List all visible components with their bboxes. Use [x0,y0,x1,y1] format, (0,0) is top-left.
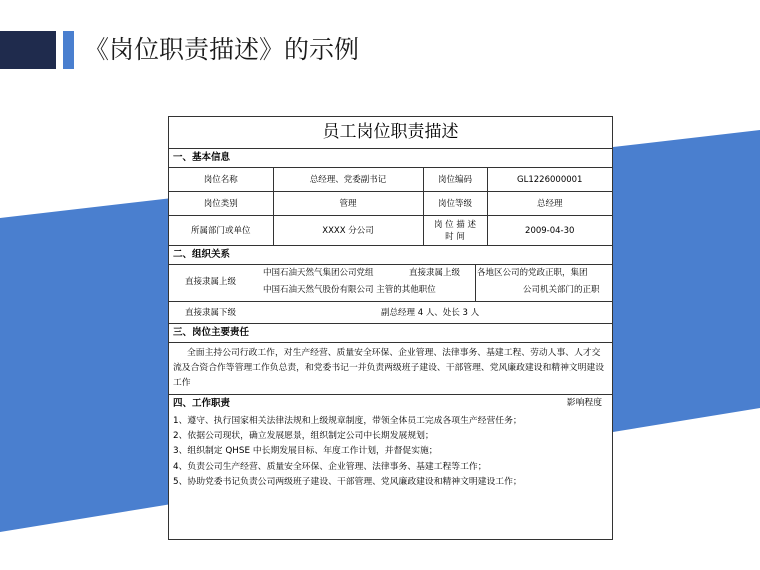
subordinate-of-text1: 各地区公司的党政正职，集团 [477,268,588,278]
table-cell: 岗 位 描 述 时 间 [423,216,487,246]
table-cell: 岗位编码 [423,168,487,192]
list-item: 3、组织制定 QHSE 中长期发展目标、年度工作计划，并督促实施； [173,446,438,457]
basic-info-table [169,168,612,246]
slide-title: 《岗位职责描述》的示例 [84,35,360,64]
section-org-heading: 二、组织关系 [169,246,612,265]
subordinate-value: 副总经理 4 人、处长 3 人 [381,308,480,318]
table-cell: 岗位类别 [169,192,273,216]
impact-label: 影响程度 [566,398,602,408]
table-row [169,192,612,216]
superior-label: 直接隶属上级 [185,277,237,287]
table-row [169,216,612,246]
header-dark-block [0,31,56,69]
table-row [169,168,612,192]
table-cell: 岗位等级 [423,192,487,216]
subordinate-of-label: 直接隶属上级 [409,268,461,278]
section-duties-heading [169,395,612,412]
divider [169,301,612,302]
table-cell: XXXX 分公司 [273,216,423,246]
subordinate-label: 直接隶属下级 [185,308,237,318]
table-cell: GL1226000001 [487,168,612,192]
list-item: 4、负责公司生产经营、质量安全环保、企业管理、法律事务、基建工程等工作； [173,461,487,472]
table-cell: 总经理、党委副书记 [273,168,423,192]
list-item: 1、遵守、执行国家相关法律法规和上级规章制度，带领全体员工完成各项生产经营任务； [173,416,522,426]
subordinate-of-text2: 公司机关部门的正职 [523,285,600,295]
table-cell: 所属部门或单位 [169,216,273,246]
org-relations [169,265,612,324]
list-item: 5、协助党委书记负责公司两级班子建设、干部管理、党风廉政建设和精神文明建设工作； [173,476,522,487]
table-cell: 总经理 [487,192,612,216]
duties-list [169,412,612,490]
table-cell: 2009-04-30 [487,216,612,246]
table-cell: 岗位名称 [169,168,273,192]
responsibility-text: 全面主持公司行政工作，对生产经营、质量安全环保、企业管理、法律事务、基建工程、劳动人事、人才交流及合资合作等管理工作负总责，和党委书记一并负责两级班子建设、干部管理、党风廉政建设和精神文明建设工作 [169,343,612,395]
table-cell: 管理 [273,192,423,216]
duties-heading-label: 四、工作职责 [173,398,231,409]
document-title: 员工岗位职责描述 [169,117,612,149]
divider [475,265,476,301]
header-accent-bar [63,31,74,69]
section-basic-info-heading: 一、基本信息 [169,149,612,168]
job-description-document [168,116,613,540]
section-responsibility-heading: 三、岗位主要责任 [169,324,612,343]
superior-line1: 中国石油天然气集团公司党组 [263,268,374,278]
list-item: 2、依据公司现状，确立发展愿景，组织制定公司中长期发展规划； [173,431,434,442]
superior-line2: 中国石油天然气股份有限公司 主管的其他职位 [263,285,436,295]
